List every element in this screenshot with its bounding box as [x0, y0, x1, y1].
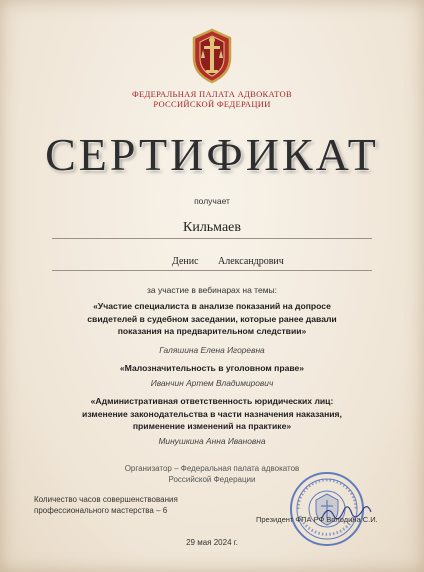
topic-1-title: [20, 300, 404, 338]
issue-date: 29 мая 2024 г.: [186, 538, 238, 547]
topic-1-line-2: свидетелей в судебном заседании, которые ранее давали: [87, 313, 337, 324]
topic-1-line-1: «Участие специалиста в анализе показаний на допросе: [93, 301, 331, 311]
president-signature-line: Президент ФПА РФ Володина С.И.: [256, 515, 378, 524]
recipient-surname: Кильмаев: [182, 220, 241, 235]
organizer-line-2: Российской Федерации: [168, 475, 256, 484]
hours-line-1: Количество часов совершенствования: [34, 495, 178, 504]
topic-2-title: [20, 362, 404, 375]
hours-block: [34, 494, 234, 516]
hours-line-2: профессионального мастерства – 6: [34, 506, 168, 515]
name-underline: [52, 270, 372, 271]
recipient-patronymic: Александрович: [218, 256, 284, 267]
organizer-line-1: Организатор – Федеральная палата адвокатов: [124, 464, 300, 473]
recipient-first-name: Денис: [172, 256, 199, 267]
surname-underline: [52, 238, 372, 239]
topic-3-line-2: изменение законодательства в части назначения наказания,: [82, 408, 342, 419]
org-name-line-1: ФЕДЕРАЛЬНАЯ ПАЛАТА АДВОКАТОВ: [132, 89, 292, 99]
org-name-line-2: РОССИЙСКОЙ ФЕДЕРАЦИИ: [153, 99, 271, 109]
participation-label: за участие в вебинарах на темы:: [146, 285, 278, 295]
topic-2-line-1: «Малозначительность в уголовном праве»: [119, 363, 305, 373]
topic-3-speaker: Минушкина Анна Ивановна: [158, 436, 266, 446]
receives-label: получает: [194, 196, 230, 206]
advocates-chamber-emblem-icon: [190, 28, 234, 84]
topic-1-line-3: показания на предварительном следствии»: [117, 326, 307, 336]
topic-3-title: [20, 395, 404, 433]
topic-3-line-3: применение изменений на практике»: [132, 421, 292, 431]
topic-1-speaker: Галяшина Елена Игоревна: [159, 345, 265, 355]
topic-3-line-1: «Административная ответственность юридических лиц:: [90, 396, 334, 406]
certificate-title: СЕРТИФИКАТ: [45, 129, 379, 180]
topic-2-speaker: Иванчин Артем Владимирович: [150, 378, 274, 388]
